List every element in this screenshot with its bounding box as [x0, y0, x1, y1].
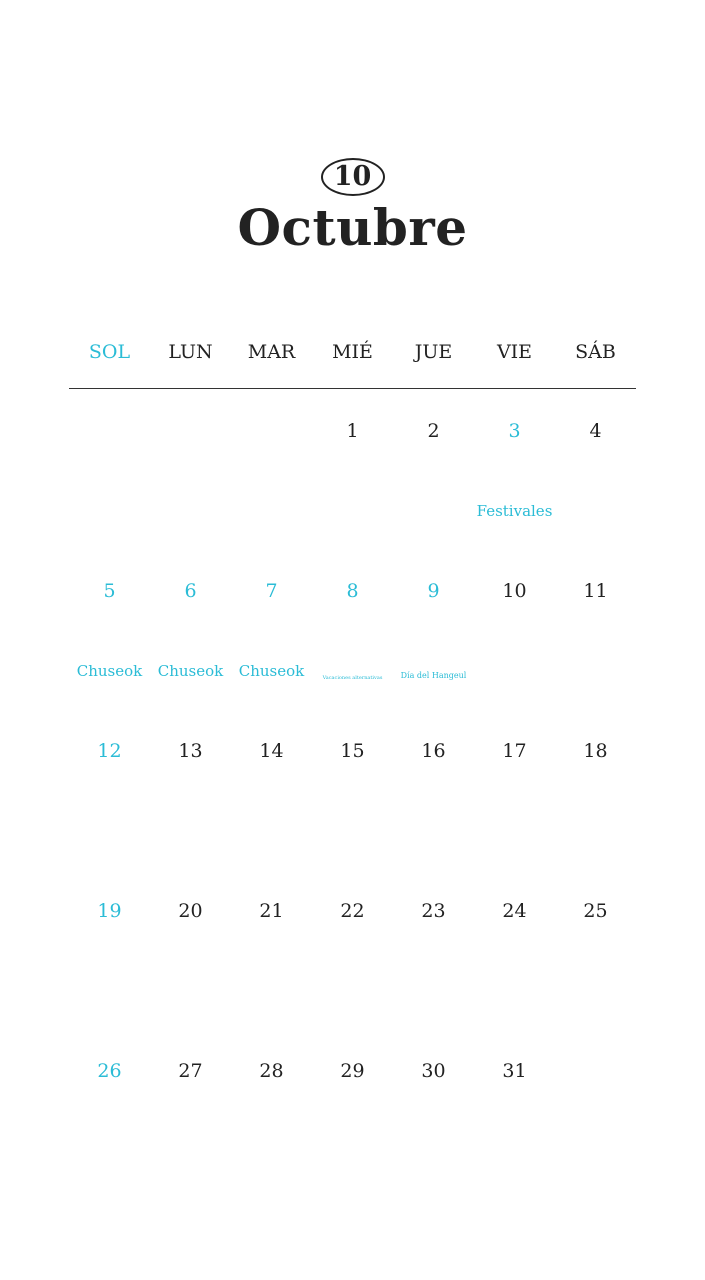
calendar-grid — [69, 410, 636, 1210]
calendar-day-cell[interactable] — [474, 1050, 555, 1210]
day-number: 16 — [421, 740, 446, 762]
calendar-day-cell[interactable] — [312, 410, 393, 570]
day-number: 14 — [259, 740, 284, 762]
calendar-empty-cell — [231, 410, 312, 570]
day-number: 10 — [502, 580, 527, 602]
weekday-header-row — [69, 332, 636, 372]
calendar-day-cell[interactable] — [150, 1050, 231, 1210]
day-number: 29 — [340, 1060, 365, 1082]
day-number: 7 — [265, 580, 278, 602]
day-number: 2 — [427, 420, 440, 442]
calendar-day-cell[interactable] — [150, 570, 231, 730]
day-number: 12 — [97, 740, 122, 762]
day-number: 20 — [178, 900, 203, 922]
calendar-day-cell[interactable] — [555, 890, 636, 1050]
day-number: 30 — [421, 1060, 446, 1082]
calendar-day-cell[interactable] — [69, 1050, 150, 1210]
day-number: 21 — [259, 900, 284, 922]
calendar-week-row — [69, 1050, 636, 1210]
day-number: 4 — [589, 420, 602, 442]
weekday-wednesday: MIÉ — [332, 341, 373, 363]
calendar-week-row — [69, 890, 636, 1050]
day-number: 22 — [340, 900, 365, 922]
holiday-event-label: Chuseok — [157, 662, 224, 680]
day-number: 19 — [97, 900, 122, 922]
weekday-tuesday: MAR — [247, 341, 296, 363]
calendar-day-cell[interactable] — [312, 1050, 393, 1210]
day-number: 28 — [259, 1060, 284, 1082]
calendar-day-cell[interactable] — [69, 570, 150, 730]
calendar-week-row — [69, 410, 636, 570]
calendar-day-cell[interactable] — [150, 730, 231, 890]
calendar-week-row — [69, 570, 636, 730]
calendar-day-cell[interactable] — [312, 890, 393, 1050]
calendar-day-cell[interactable] — [69, 730, 150, 890]
day-number: 27 — [178, 1060, 203, 1082]
day-number: 1 — [346, 420, 359, 442]
day-number: 25 — [583, 900, 608, 922]
calendar-day-cell[interactable] — [555, 410, 636, 570]
day-number: 24 — [502, 900, 527, 922]
calendar-day-cell[interactable] — [312, 730, 393, 890]
day-number: 31 — [502, 1060, 527, 1082]
day-number: 11 — [583, 580, 608, 602]
calendar-empty-cell — [69, 410, 150, 570]
calendar-day-cell[interactable] — [474, 570, 555, 730]
day-number: 23 — [421, 900, 446, 922]
calendar-day-cell[interactable] — [69, 890, 150, 1050]
calendar-day-cell[interactable] — [393, 1050, 474, 1210]
calendar-day-cell[interactable] — [474, 730, 555, 890]
calendar-day-cell[interactable] — [231, 1050, 312, 1210]
calendar-day-cell[interactable] — [231, 570, 312, 730]
holiday-event-label: Festivales — [476, 502, 553, 520]
calendar-day-cell[interactable] — [555, 570, 636, 730]
holiday-event-label: Chuseok — [76, 662, 143, 680]
day-number: 13 — [178, 740, 203, 762]
calendar-empty-cell — [555, 1050, 636, 1210]
calendar-day-cell[interactable] — [393, 410, 474, 570]
holiday-event-label: Chuseok — [238, 662, 305, 680]
calendar-day-cell[interactable] — [231, 730, 312, 890]
day-number: 26 — [97, 1060, 122, 1082]
calendar-day-cell[interactable] — [555, 730, 636, 890]
month-number-badge: 10 — [321, 158, 385, 196]
calendar-day-cell[interactable] — [474, 410, 555, 570]
header-divider — [69, 388, 636, 389]
day-number: 8 — [346, 580, 359, 602]
calendar-week-row — [69, 730, 636, 890]
calendar-day-cell[interactable] — [231, 890, 312, 1050]
weekday-sunday: SOL — [88, 341, 131, 363]
calendar-header — [0, 158, 705, 258]
weekday-saturday: SÁB — [575, 341, 616, 363]
weekday-thursday: JUE — [414, 341, 453, 363]
weekday-friday: VIE — [496, 341, 533, 363]
holiday-event-label: Vacaciones alternativas — [322, 675, 383, 681]
weekday-monday: LUN — [168, 341, 213, 363]
day-number: 9 — [427, 580, 440, 602]
month-title: Octubre — [237, 198, 468, 257]
day-number: 18 — [583, 740, 608, 762]
holiday-event-label: Día del Hangeul — [400, 671, 467, 680]
day-number: 15 — [340, 740, 365, 762]
calendar-day-cell[interactable] — [312, 570, 393, 730]
calendar-day-cell[interactable] — [150, 890, 231, 1050]
calendar-empty-cell — [150, 410, 231, 570]
day-number: 5 — [103, 580, 116, 602]
calendar-day-cell[interactable] — [393, 570, 474, 730]
day-number: 6 — [184, 580, 197, 602]
calendar-day-cell[interactable] — [474, 890, 555, 1050]
day-number: 17 — [502, 740, 527, 762]
calendar-day-cell[interactable] — [393, 730, 474, 890]
calendar-day-cell[interactable] — [393, 890, 474, 1050]
day-number: 3 — [508, 420, 521, 442]
